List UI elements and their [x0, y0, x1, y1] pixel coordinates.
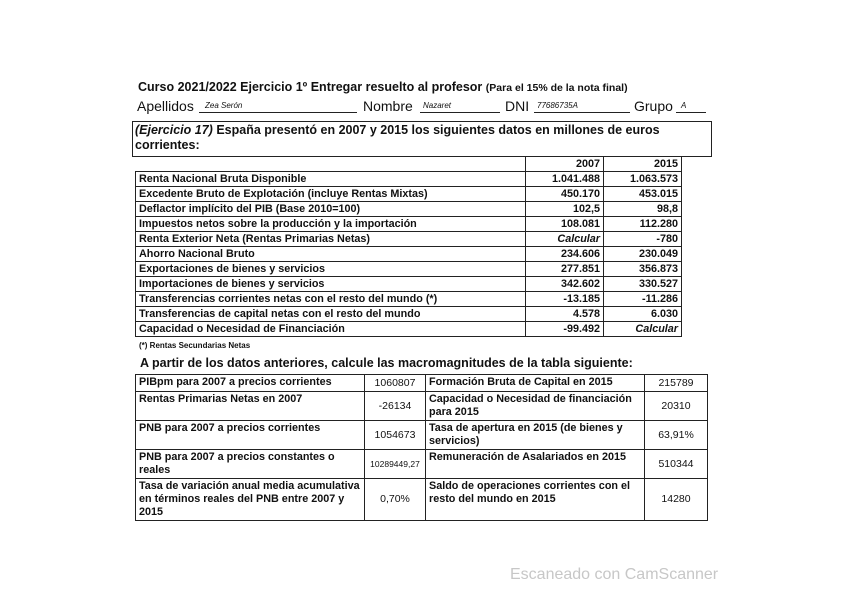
- nombre-label: Nombre: [363, 98, 413, 114]
- result-value: 215789: [645, 375, 708, 392]
- apellidos-label: Apellidos: [137, 98, 194, 114]
- cell-2007: -99.492: [526, 322, 604, 337]
- result-value: 510344: [645, 450, 708, 479]
- dni-line: [534, 112, 630, 113]
- table-row: [136, 202, 682, 217]
- row-label: Importaciones de bienes y servicios: [136, 277, 526, 292]
- cell-2007: 450.170: [526, 187, 604, 202]
- result-label: Tasa de apertura en 2015 (de bienes y servicios): [426, 421, 645, 450]
- cell-2015: 112.280: [604, 217, 682, 232]
- cell-2015: -780: [604, 232, 682, 247]
- table-row: [136, 262, 682, 277]
- cell-2007: 102,5: [526, 202, 604, 217]
- apellidos-line: [199, 112, 357, 113]
- table-row: [136, 307, 682, 322]
- cell-2015: 356.873: [604, 262, 682, 277]
- student-identification-row: [137, 98, 712, 116]
- table-row: [136, 392, 708, 421]
- table-row: [136, 277, 682, 292]
- table-row: [136, 292, 682, 307]
- row-label: Excedente Bruto de Explotación (incluye Rentas Mixtas): [136, 187, 526, 202]
- result-value: 14280: [645, 479, 708, 521]
- result-label: Capacidad o Necesidad de financiación para 2015: [426, 392, 645, 421]
- cell-2007: 1.041.488: [526, 172, 604, 187]
- row-label: Renta Nacional Bruta Disponible: [136, 172, 526, 187]
- table-row: [136, 375, 708, 392]
- result-label: Tasa de variación anual media acumulativa en términos reales del PNB entre 2007 y 2015: [136, 479, 365, 521]
- cell-2015: Calcular: [604, 322, 682, 337]
- result-label: PNB para 2007 a precios corrientes: [136, 421, 365, 450]
- result-value: 1054673: [365, 421, 426, 450]
- result-label: PIBpm para 2007 a precios corrientes: [136, 375, 365, 392]
- result-value: 20310: [645, 392, 708, 421]
- row-label: Transferencias de capital netas con el resto del mundo: [136, 307, 526, 322]
- table-row: [136, 232, 682, 247]
- result-label: Remuneración de Asalariados en 2015: [426, 450, 645, 479]
- table-row: [136, 421, 708, 450]
- row-label: Capacidad o Necesidad de Financiación: [136, 322, 526, 337]
- row-label: Renta Exterior Neta (Rentas Primarias Netas): [136, 232, 526, 247]
- exercise-ref: (Ejercicio 17): [135, 123, 213, 137]
- grupo-label: Grupo: [634, 98, 673, 114]
- dni-value: 77686735A: [537, 101, 578, 110]
- cell-2015: 1.063.573: [604, 172, 682, 187]
- course-note: (Para el 15% de la nota final): [485, 82, 628, 94]
- exercise-statement: [135, 123, 710, 153]
- course-title-text: Curso 2021/2022 Ejercicio 1º Entregar resuelto al profesor: [138, 80, 483, 94]
- instruction-text: A partir de los datos anteriores, calcule las macromagnitudes de la tabla siguiente:: [140, 356, 633, 370]
- header-empty-cell: [136, 157, 526, 172]
- dni-label: DNI: [505, 98, 530, 114]
- result-value: 1060807: [365, 375, 426, 392]
- result-value: 0,70%: [365, 479, 426, 521]
- result-value: 63,91%: [645, 421, 708, 450]
- cell-2015: 6.030: [604, 307, 682, 322]
- cell-2007: 342.602: [526, 277, 604, 292]
- row-label: Ahorro Nacional Bruto: [136, 247, 526, 262]
- cell-2015: -11.286: [604, 292, 682, 307]
- grupo-line: [676, 112, 706, 113]
- course-title: [138, 80, 628, 94]
- cell-2007: 234.606: [526, 247, 604, 262]
- cell-2007: 4.578: [526, 307, 604, 322]
- table-row: [136, 187, 682, 202]
- table-footnote: (*) Rentas Secundarias Netas: [139, 341, 251, 350]
- cell-2015: 98,8: [604, 202, 682, 217]
- exercise-text: España presentó en 2007 y 2015 los siguientes datos en millones de euros corrientes:: [135, 123, 660, 152]
- row-label: Deflactor implícito del PIB (Base 2010=100): [136, 202, 526, 217]
- cell-2007: 108.081: [526, 217, 604, 232]
- row-label: Transferencias corrientes netas con el resto del mundo (*): [136, 292, 526, 307]
- cell-2015: 453.015: [604, 187, 682, 202]
- cell-2015: 330.527: [604, 277, 682, 292]
- result-value: -26134: [365, 392, 426, 421]
- cell-2007: -13.185: [526, 292, 604, 307]
- result-label: Saldo de operaciones corrientes con el resto del mundo en 2015: [426, 479, 645, 521]
- column-header-2015: 2015: [604, 157, 682, 172]
- table-row: [136, 217, 682, 232]
- row-label: Exportaciones de bienes y servicios: [136, 262, 526, 277]
- table-row: [136, 172, 682, 187]
- cell-2007: 277.851: [526, 262, 604, 277]
- nombre-line: [420, 112, 500, 113]
- result-label: Rentas Primarias Netas en 2007: [136, 392, 365, 421]
- cell-2007: Calcular: [526, 232, 604, 247]
- table-row: [136, 247, 682, 262]
- results-table: [135, 374, 708, 521]
- table-row: [136, 450, 708, 479]
- table-row: [136, 479, 708, 521]
- cell-2015: 230.049: [604, 247, 682, 262]
- data-table: [135, 156, 682, 337]
- table-header-row: [136, 157, 682, 172]
- apellidos-value: Zea Serón: [205, 101, 243, 110]
- result-value: 10289449,27: [365, 450, 426, 479]
- camscanner-watermark: Escaneado con CamScanner: [510, 566, 719, 583]
- row-label: Impuestos netos sobre la producción y la importación: [136, 217, 526, 232]
- table-row: [136, 322, 682, 337]
- result-label: PNB para 2007 a precios constantes o reales: [136, 450, 365, 479]
- nombre-value: Nazaret: [423, 101, 452, 110]
- column-header-2007: 2007: [526, 157, 604, 172]
- result-label: Formación Bruta de Capital en 2015: [426, 375, 645, 392]
- grupo-value: A: [681, 101, 687, 110]
